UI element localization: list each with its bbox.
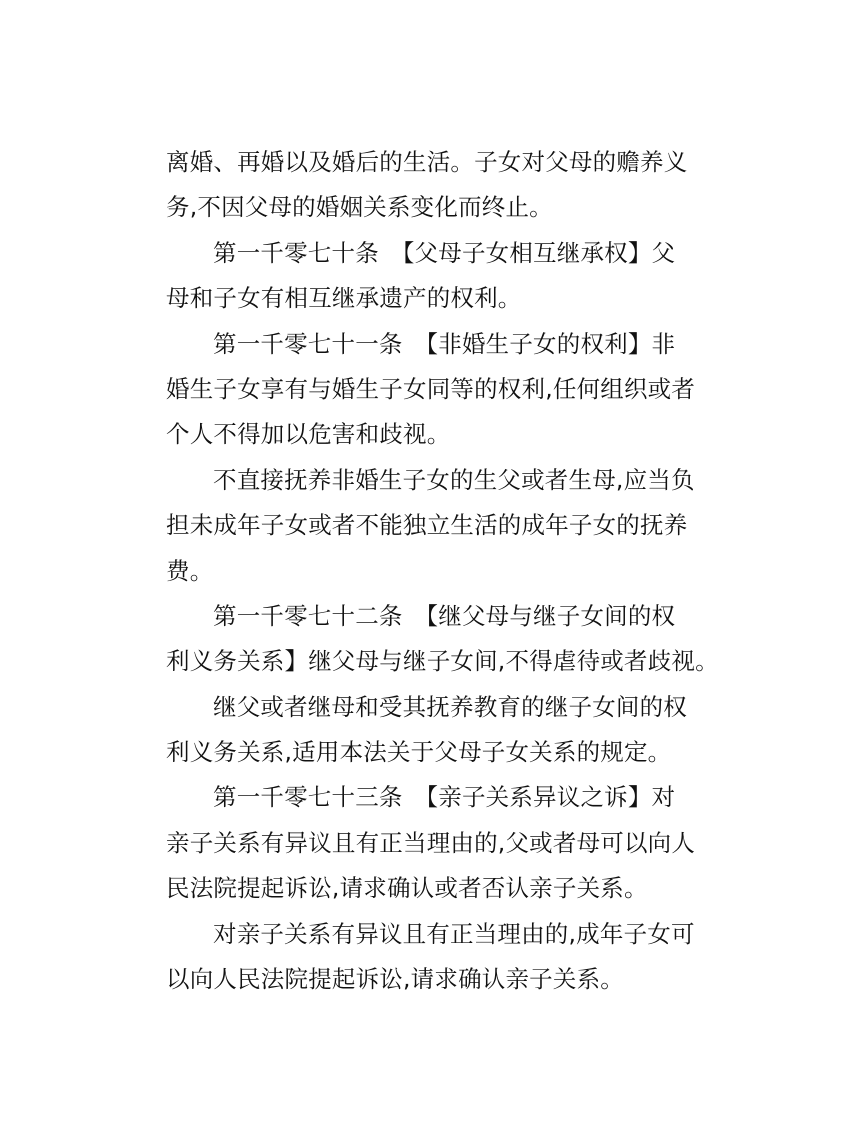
text-line: 担未成年子女或者不能独立生活的成年子女的抚养 <box>166 511 688 540</box>
text-line: 亲子关系有异议且有正当理由的,父或者母可以向人 <box>166 828 696 857</box>
paragraph-start: 对亲子关系有异议且有正当理由的,成年子女可 <box>213 919 695 948</box>
text-line: 离婚、再婚以及婚后的生活。子女对父母的赡养义 <box>166 148 688 176</box>
article-1070-heading: 第一千零七十条 【父母子女相互继承权】父 <box>213 238 676 267</box>
article-1072-heading: 第一千零七十二条 【继父母与继子女间的权 <box>213 601 676 630</box>
text-line: 民法院提起诉讼,请求确认或者否认亲子关系。 <box>166 874 648 903</box>
text-line: 母和子女有相互继承遗产的权利。 <box>166 284 522 313</box>
paragraph-start: 继父或者继母和受其抚养教育的继子女间的权 <box>213 692 687 721</box>
text-line: 利义务关系,适用本法关于父母子女关系的规定。 <box>166 738 672 767</box>
text-line: 个人不得加以危害和歧视。 <box>166 420 451 449</box>
text-line: 费。 <box>166 556 214 585</box>
paragraph-start: 不直接抚养非婚生子女的生父或者生母,应当负 <box>213 465 695 494</box>
article-1071-heading: 第一千零七十一条 【非婚生子女的权利】非 <box>213 329 676 358</box>
text-line: 务,不因父母的婚姻关系变化而终止。 <box>166 193 553 222</box>
text-line: 利义务关系】继父母与继子女间,不得虐待或者歧视。 <box>166 647 719 676</box>
document-body <box>166 140 719 1002</box>
article-1073-heading: 第一千零七十三条 【亲子关系异议之诉】对 <box>213 783 676 812</box>
text-line: 婚生子女享有与婚生子女同等的权利,任何组织或者 <box>166 374 696 403</box>
text-line: 以向人民法院提起诉讼,请求确认亲子关系。 <box>166 965 624 994</box>
